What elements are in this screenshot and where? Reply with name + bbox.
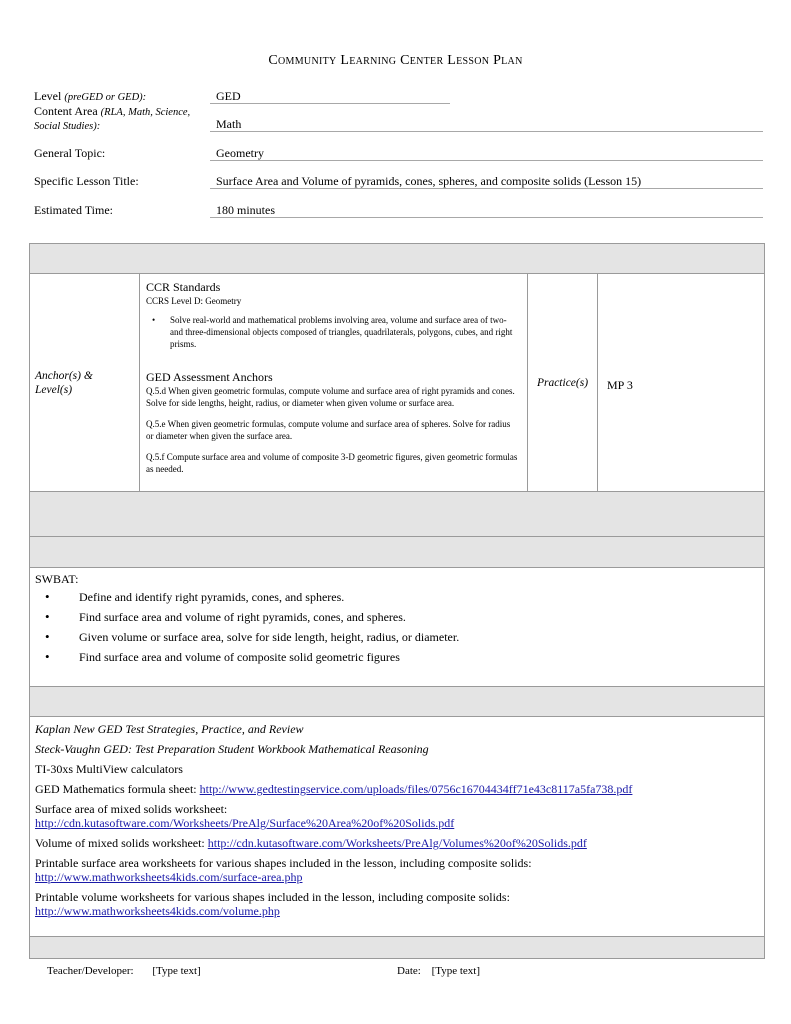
ged-anchor-q5e: Q.5.e When given geometric formulas, compute volume and surface area of spheres. Solve for radius or diameter when given the surface area. bbox=[146, 419, 511, 441]
estimated-time-underline bbox=[210, 217, 763, 218]
gray-row-5 bbox=[30, 937, 765, 959]
lesson-title-value: Surface Area and Volume of pyramids, cones, spheres, and composite solids (Lesson 15) bbox=[216, 174, 642, 188]
estimated-time-label: Estimated Time: bbox=[34, 203, 114, 217]
content-area-label-text: Content Area bbox=[34, 104, 98, 118]
content-area-label-note: (RLA, Math, Science, Social Studies): bbox=[34, 107, 191, 132]
gray-band-3 bbox=[30, 537, 765, 568]
ccr-bullet-dot: • bbox=[152, 315, 156, 325]
date-field bbox=[397, 965, 480, 977]
gray-row-2 bbox=[30, 492, 765, 537]
lesson-plan-table bbox=[29, 243, 765, 959]
level-underline bbox=[210, 103, 450, 104]
anchors-label-cell bbox=[30, 274, 140, 492]
content-area-underline bbox=[210, 131, 763, 132]
gray-band-1 bbox=[30, 244, 765, 274]
level-value: GED bbox=[216, 89, 241, 103]
ccr-level: CCRS Level D: Geometry bbox=[146, 296, 242, 306]
resource-volume-worksheet bbox=[35, 836, 764, 850]
resources-list bbox=[30, 717, 764, 918]
formula-sheet-link[interactable]: http://www.gedtestingservice.com/uploads/files/0756c16704434ff71e43c8117a5fa738.pdf bbox=[199, 782, 633, 796]
formula-sheet-label: GED Mathematics formula sheet: bbox=[35, 782, 197, 796]
gray-row-1 bbox=[30, 244, 765, 274]
resource-formula-sheet bbox=[35, 782, 764, 796]
ccr-bullet-text: Solve real-world and mathematical problems involving area, volume and surface area of two- and three-dimensional objects composed of triangles, quadrilaterals, polygons, cubes, and right prisms. bbox=[170, 315, 513, 349]
level-label-text: Level bbox=[34, 89, 62, 103]
teacher-developer bbox=[47, 965, 201, 977]
volume-worksheet-link[interactable]: http://cdn.kutasoftware.com/Worksheets/PreAlg/Volumes%20of%20Solids.pdf bbox=[207, 836, 587, 850]
estimated-time-value: 180 minutes bbox=[216, 203, 275, 217]
resources-row bbox=[30, 717, 765, 937]
resource-steck-vaughn: Steck-Vaughn GED: Test Preparation Student Workbook Mathematical Reasoning bbox=[35, 742, 429, 756]
anchors-content-cell bbox=[140, 274, 528, 492]
lesson-title-label: Specific Lesson Title: bbox=[34, 174, 139, 188]
general-topic-underline bbox=[210, 160, 763, 161]
printable-volume-link[interactable]: http://www.mathworksheets4kids.com/volume.php bbox=[35, 904, 280, 918]
printable-surface-area-label: Printable surface area worksheets for various shapes included in the lesson, including composite solids: bbox=[35, 856, 532, 870]
practice-value: MP 3 bbox=[607, 378, 633, 392]
swbat-item: • Find surface area and volume of composite solid geometric figures bbox=[30, 647, 764, 667]
practice-label-cell bbox=[528, 274, 598, 492]
surface-area-worksheet-label: Surface area of mixed solids worksheet: bbox=[35, 802, 228, 816]
surface-area-worksheet-link[interactable]: http://cdn.kutasoftware.com/Worksheets/PreAlg/Surface%20Area%20of%20Solids.pdf bbox=[35, 816, 455, 830]
ccr-standards-heading: CCR Standards bbox=[146, 280, 221, 294]
swbat-cell bbox=[30, 568, 765, 687]
date-value[interactable]: [Type text] bbox=[431, 965, 480, 977]
general-topic-value: Geometry bbox=[216, 146, 264, 160]
ged-anchor-q5d: Q.5.d When given geometric formulas, compute volume and surface area of right pyramids and cones. Solve for side lengths, height, radius, or diameter when given volume or surface area. bbox=[146, 386, 515, 408]
gray-band-4 bbox=[30, 687, 765, 717]
practice-label: Practice(s) bbox=[536, 376, 589, 389]
swbat-list bbox=[30, 587, 764, 667]
level-label-note: (preGED or GED): bbox=[64, 92, 147, 103]
anchors-row bbox=[30, 274, 765, 492]
content-area-label bbox=[34, 105, 194, 133]
ged-anchors-heading: GED Assessment Anchors bbox=[146, 370, 273, 384]
teacher-value[interactable]: [Type text] bbox=[152, 965, 201, 977]
page-title-text: Community Learning Center Lesson Plan bbox=[268, 53, 523, 68]
lesson-title-underline bbox=[210, 188, 763, 189]
gray-band-2 bbox=[30, 492, 765, 537]
swbat-item: • Find surface area and volume of right pyramids, cones, and spheres. bbox=[30, 607, 764, 627]
gray-row-3 bbox=[30, 537, 765, 568]
resource-kaplan: Kaplan New GED Test Strategies, Practice, and Review bbox=[35, 722, 304, 736]
swbat-heading: SWBAT: bbox=[35, 572, 79, 586]
resource-calculators: TI-30xs MultiView calculators bbox=[35, 762, 183, 776]
gray-row-4 bbox=[30, 687, 765, 717]
swbat-item: • Given volume or surface area, solve for side length, height, radius, or diameter. bbox=[30, 627, 764, 647]
page-title bbox=[0, 53, 791, 69]
gray-band-5 bbox=[30, 937, 765, 959]
general-topic-label: General Topic: bbox=[34, 146, 106, 160]
volume-worksheet-label: Volume of mixed solids worksheet: bbox=[35, 836, 205, 850]
anchors-label: Anchor(s) & Level(s) bbox=[35, 369, 93, 396]
date-label: Date: bbox=[397, 965, 421, 977]
printable-surface-area-link[interactable]: http://www.mathworksheets4kids.com/surface-area.php bbox=[35, 870, 303, 884]
teacher-label: Teacher/Developer: bbox=[47, 965, 134, 977]
printable-volume-label: Printable volume worksheets for various shapes included in the lesson, including composite solids: bbox=[35, 890, 510, 904]
resources-cell bbox=[30, 717, 765, 937]
ccr-bullet bbox=[146, 314, 519, 350]
swbat-row bbox=[30, 568, 765, 687]
practice-value-cell bbox=[598, 274, 765, 492]
ged-anchor-q5f: Q.5.f Compute surface area and volume of composite 3-D geometric figures, given geometric formulas as needed. bbox=[146, 452, 518, 474]
swbat-item: • Define and identify right pyramids, cones, and spheres. bbox=[30, 587, 764, 607]
content-area-value: Math bbox=[216, 117, 242, 131]
level-label bbox=[34, 89, 146, 104]
